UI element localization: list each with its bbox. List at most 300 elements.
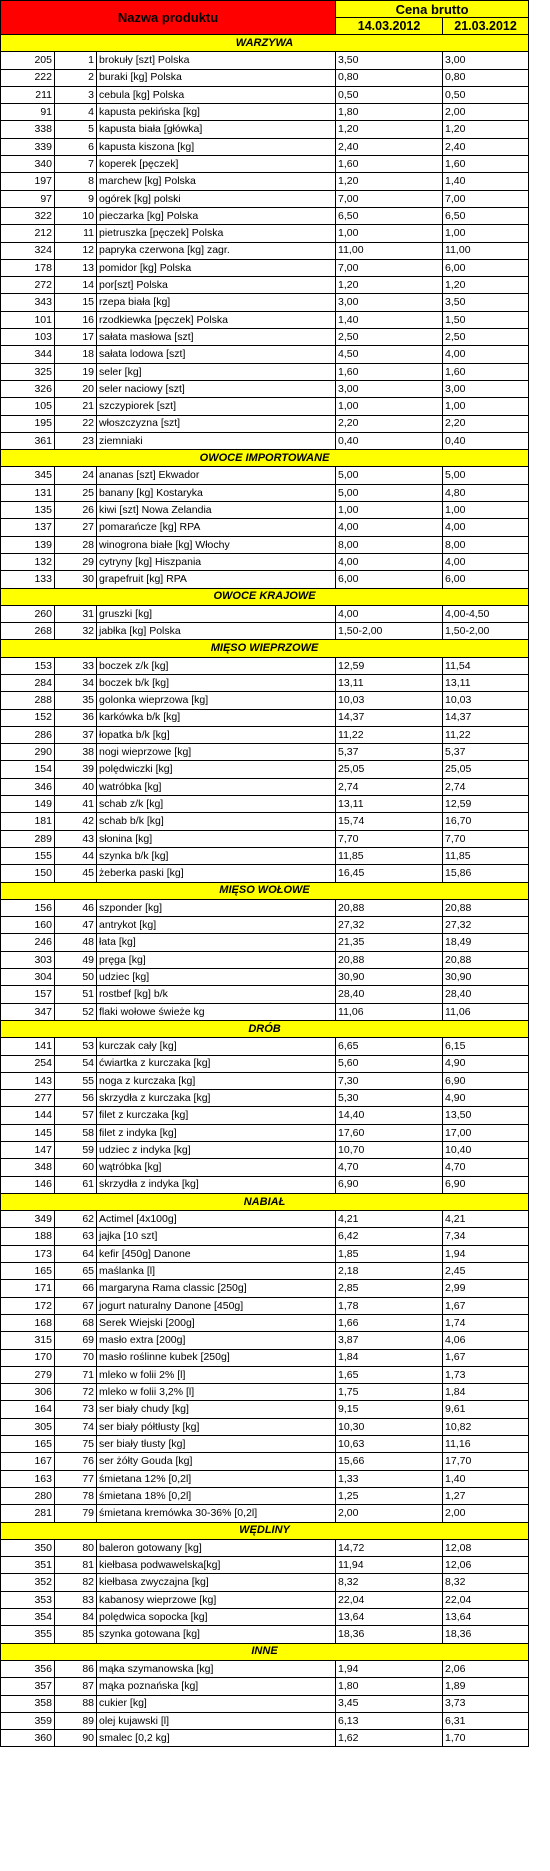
row-number: 23 [55, 432, 97, 449]
product-code: 304 [1, 969, 55, 986]
product-code: 212 [1, 225, 55, 242]
price-date-1: 5,60 [336, 1055, 443, 1072]
category-title: DRÓB [1, 1020, 529, 1037]
price-date-2: 11,06 [443, 1003, 529, 1020]
row-number: 31 [55, 605, 97, 622]
product-name: śmietana 12% [0,2l] [97, 1470, 336, 1487]
product-name: kabanosy wieprzowe [kg] [97, 1591, 336, 1608]
price-date-2: 2,99 [443, 1280, 529, 1297]
price-date-1: 6,13 [336, 1712, 443, 1729]
product-code: 353 [1, 1591, 55, 1608]
price-date-2: 1,67 [443, 1349, 529, 1366]
price-date-2: 28,40 [443, 986, 529, 1003]
product-name: szynka b/k [kg] [97, 847, 336, 864]
product-code: 173 [1, 1245, 55, 1262]
price-date-1: 5,00 [336, 467, 443, 484]
product-name: udziec [kg] [97, 969, 336, 986]
price-date-2: 4,90 [443, 1055, 529, 1072]
product-code: 132 [1, 553, 55, 570]
row-number: 64 [55, 1245, 97, 1262]
price-date-1: 11,06 [336, 1003, 443, 1020]
price-date-2: 17,00 [443, 1124, 529, 1141]
price-date-2: 6,00 [443, 259, 529, 276]
price-date-1: 5,00 [336, 484, 443, 501]
price-date-2: 1,40 [443, 173, 529, 190]
row-number: 18 [55, 346, 97, 363]
product-code: 155 [1, 847, 55, 864]
table-row [1, 121, 529, 138]
price-date-1: 0,40 [336, 432, 443, 449]
table-row [1, 1453, 529, 1470]
row-number: 65 [55, 1263, 97, 1280]
price-date-2: 13,11 [443, 674, 529, 691]
product-name: seler [kg] [97, 363, 336, 380]
price-date-1: 15,74 [336, 813, 443, 830]
table-row [1, 207, 529, 224]
row-number: 22 [55, 415, 97, 432]
product-code: 150 [1, 865, 55, 882]
product-code: 139 [1, 536, 55, 553]
price-date-2: 4,00 [443, 346, 529, 363]
price-date-1: 20,88 [336, 951, 443, 968]
product-name: Actimel [4x100g] [97, 1211, 336, 1228]
product-code: 91 [1, 104, 55, 121]
price-date-1: 6,65 [336, 1038, 443, 1055]
product-name: ser biały tłusty [kg] [97, 1436, 336, 1453]
product-name: ser biały chudy [kg] [97, 1401, 336, 1418]
row-number: 83 [55, 1591, 97, 1608]
row-number: 46 [55, 899, 97, 916]
price-date-2: 2,00 [443, 1505, 529, 1522]
product-name: filet z indyka [kg] [97, 1124, 336, 1141]
date-1-header: 14.03.2012 [336, 18, 443, 35]
table-row [1, 830, 529, 847]
price-date-1: 1,00 [336, 398, 443, 415]
price-date-1: 1,20 [336, 121, 443, 138]
product-name: polędwiczki [kg] [97, 761, 336, 778]
product-code: 346 [1, 778, 55, 795]
product-name: mąka szymanowska [kg] [97, 1660, 336, 1677]
price-date-1: 4,70 [336, 1159, 443, 1176]
product-name: gruszki [kg] [97, 605, 336, 622]
price-date-1: 14,72 [336, 1539, 443, 1556]
row-number: 71 [55, 1366, 97, 1383]
row-number: 25 [55, 484, 97, 501]
row-number: 34 [55, 674, 97, 691]
price-date-1: 1,60 [336, 363, 443, 380]
price-date-2: 1,20 [443, 277, 529, 294]
price-date-2: 1,70 [443, 1730, 529, 1747]
row-number: 62 [55, 1211, 97, 1228]
table-row [1, 519, 529, 536]
product-code: 279 [1, 1366, 55, 1383]
price-date-2: 4,00 [443, 519, 529, 536]
row-number: 50 [55, 969, 97, 986]
row-number: 15 [55, 294, 97, 311]
product-name: mleko w folii 3,2% [l] [97, 1384, 336, 1401]
price-date-2: 1,89 [443, 1678, 529, 1695]
price-date-2: 30,90 [443, 969, 529, 986]
product-header: Nazwa produktu [1, 1, 336, 35]
price-date-1: 2,40 [336, 138, 443, 155]
product-code: 145 [1, 1124, 55, 1141]
table-row [1, 1678, 529, 1695]
product-name: papryka czerwona [kg] zagr. [97, 242, 336, 259]
product-name: rzepa biała [kg] [97, 294, 336, 311]
product-name: winogrona białe [kg] Włochy [97, 536, 336, 553]
row-number: 49 [55, 951, 97, 968]
row-number: 73 [55, 1401, 97, 1418]
price-date-2: 1,94 [443, 1245, 529, 1262]
product-name: szynka gotowana [kg] [97, 1626, 336, 1643]
row-number: 48 [55, 934, 97, 951]
product-name: kiełbasa zwyczajna [kg] [97, 1574, 336, 1591]
product-name: filet z kurczaka [kg] [97, 1107, 336, 1124]
product-code: 188 [1, 1228, 55, 1245]
price-date-2: 25,05 [443, 761, 529, 778]
product-name: cebula [kg] Polska [97, 86, 336, 103]
price-date-2: 1,60 [443, 363, 529, 380]
product-code: 163 [1, 1470, 55, 1487]
row-number: 33 [55, 657, 97, 674]
product-name: mleko w folii 2% [l] [97, 1366, 336, 1383]
row-number: 45 [55, 865, 97, 882]
row-number: 88 [55, 1695, 97, 1712]
price-date-2: 1,40 [443, 1470, 529, 1487]
product-code: 361 [1, 432, 55, 449]
price-date-2: 11,16 [443, 1436, 529, 1453]
category-row [1, 1020, 529, 1037]
table-row [1, 726, 529, 743]
price-date-1: 4,00 [336, 553, 443, 570]
price-date-2: 4,80 [443, 484, 529, 501]
table-row [1, 1176, 529, 1193]
price-date-2: 8,00 [443, 536, 529, 553]
product-code: 254 [1, 1055, 55, 1072]
product-name: golonka wieprzowa [kg] [97, 692, 336, 709]
table-row [1, 1712, 529, 1729]
product-name: flaki wołowe świeże kg [97, 1003, 336, 1020]
table-row [1, 1418, 529, 1435]
price-date-2: 0,80 [443, 69, 529, 86]
product-code: 97 [1, 190, 55, 207]
price-date-1: 1,65 [336, 1366, 443, 1383]
product-code: 357 [1, 1678, 55, 1695]
product-name: antrykot [kg] [97, 917, 336, 934]
product-code: 195 [1, 415, 55, 432]
price-date-1: 1,75 [336, 1384, 443, 1401]
product-code: 131 [1, 484, 55, 501]
product-code: 165 [1, 1436, 55, 1453]
product-code: 133 [1, 571, 55, 588]
row-number: 28 [55, 536, 97, 553]
product-code: 290 [1, 744, 55, 761]
product-name: udziec z indyka [kg] [97, 1142, 336, 1159]
price-date-2: 13,64 [443, 1609, 529, 1626]
price-date-1: 8,00 [336, 536, 443, 553]
row-number: 77 [55, 1470, 97, 1487]
price-date-1: 20,88 [336, 899, 443, 916]
product-code: 147 [1, 1142, 55, 1159]
price-date-2: 12,08 [443, 1539, 529, 1556]
product-name: łopatka b/k [kg] [97, 726, 336, 743]
category-title: OWOCE IMPORTOWANE [1, 450, 529, 467]
table-row [1, 1557, 529, 1574]
row-number: 2 [55, 69, 97, 86]
price-date-1: 6,50 [336, 207, 443, 224]
row-number: 17 [55, 329, 97, 346]
product-name: jajka [10 szt] [97, 1228, 336, 1245]
row-number: 19 [55, 363, 97, 380]
table-row [1, 1072, 529, 1089]
table-row [1, 1730, 529, 1747]
category-row [1, 882, 529, 899]
table-row [1, 1505, 529, 1522]
header-row [1, 1, 529, 18]
price-date-1: 1,78 [336, 1297, 443, 1314]
price-date-2: 1,00 [443, 502, 529, 519]
row-number: 21 [55, 398, 97, 415]
product-code: 135 [1, 502, 55, 519]
product-code: 167 [1, 1453, 55, 1470]
row-number: 81 [55, 1557, 97, 1574]
table-row [1, 1211, 529, 1228]
table-row [1, 623, 529, 640]
table-row [1, 657, 529, 674]
product-code: 303 [1, 951, 55, 968]
row-number: 41 [55, 796, 97, 813]
table-row [1, 1401, 529, 1418]
table-row [1, 1470, 529, 1487]
product-name: boczek b/k [kg] [97, 674, 336, 691]
price-date-2: 14,37 [443, 709, 529, 726]
row-number: 59 [55, 1142, 97, 1159]
product-name: banany [kg] Kostaryka [97, 484, 336, 501]
category-row [1, 450, 529, 467]
product-code: 149 [1, 796, 55, 813]
row-number: 44 [55, 847, 97, 864]
product-code: 181 [1, 813, 55, 830]
product-code: 171 [1, 1280, 55, 1297]
price-date-1: 11,94 [336, 1557, 443, 1574]
price-date-1: 17,60 [336, 1124, 443, 1141]
row-number: 74 [55, 1418, 97, 1435]
price-date-2: 2,06 [443, 1660, 529, 1677]
price-date-2: 5,37 [443, 744, 529, 761]
price-date-2: 18,49 [443, 934, 529, 951]
price-date-2: 5,00 [443, 467, 529, 484]
price-date-1: 7,30 [336, 1072, 443, 1089]
table-row [1, 380, 529, 397]
product-name: pieczarka [kg] Polska [97, 207, 336, 224]
price-date-1: 1,62 [336, 1730, 443, 1747]
product-code: 178 [1, 259, 55, 276]
row-number: 63 [55, 1228, 97, 1245]
category-title: WARZYWA [1, 35, 529, 52]
product-name: margaryna Rama classic [250g] [97, 1280, 336, 1297]
row-number: 16 [55, 311, 97, 328]
product-name: kiwi [szt] Nowa Zelandia [97, 502, 336, 519]
product-code: 315 [1, 1332, 55, 1349]
table-row [1, 502, 529, 519]
product-code: 280 [1, 1487, 55, 1504]
price-date-1: 4,21 [336, 1211, 443, 1228]
table-row [1, 1366, 529, 1383]
product-name: schab b/k [kg] [97, 813, 336, 830]
table-row [1, 1591, 529, 1608]
product-code: 260 [1, 605, 55, 622]
row-number: 11 [55, 225, 97, 242]
category-row [1, 1522, 529, 1539]
product-code: 156 [1, 899, 55, 916]
row-number: 75 [55, 1436, 97, 1453]
row-number: 38 [55, 744, 97, 761]
table-row [1, 69, 529, 86]
product-name: smalec [0,2 kg] [97, 1730, 336, 1747]
product-name: buraki [kg] Polska [97, 69, 336, 86]
product-code: 349 [1, 1211, 55, 1228]
price-date-1: 2,18 [336, 1263, 443, 1280]
price-date-1: 3,00 [336, 380, 443, 397]
table-row [1, 346, 529, 363]
table-row [1, 398, 529, 415]
price-date-1: 15,66 [336, 1453, 443, 1470]
table-row [1, 1332, 529, 1349]
row-number: 26 [55, 502, 97, 519]
price-date-1: 6,00 [336, 571, 443, 588]
price-date-1: 3,87 [336, 1332, 443, 1349]
row-number: 60 [55, 1159, 97, 1176]
product-code: 143 [1, 1072, 55, 1089]
table-row [1, 899, 529, 916]
row-number: 32 [55, 623, 97, 640]
row-number: 5 [55, 121, 97, 138]
product-name: jogurt naturalny Danone [450g] [97, 1297, 336, 1314]
price-date-2: 11,22 [443, 726, 529, 743]
row-number: 39 [55, 761, 97, 778]
price-date-2: 1,73 [443, 1366, 529, 1383]
product-code: 347 [1, 1003, 55, 1020]
product-name: nogi wieprzowe [kg] [97, 744, 336, 761]
price-date-2: 11,54 [443, 657, 529, 674]
row-number: 69 [55, 1332, 97, 1349]
product-name: sałata masłowa [szt] [97, 329, 336, 346]
table-row [1, 1107, 529, 1124]
row-number: 55 [55, 1072, 97, 1089]
row-number: 36 [55, 709, 97, 726]
product-name: kapusta pekińska [kg] [97, 104, 336, 121]
price-date-1: 3,45 [336, 1695, 443, 1712]
table-row [1, 986, 529, 1003]
product-name: śmietana 18% [0,2l] [97, 1487, 336, 1504]
row-number: 53 [55, 1038, 97, 1055]
row-number: 58 [55, 1124, 97, 1141]
product-name: masło roślinne kubek [250g] [97, 1349, 336, 1366]
price-date-2: 2,00 [443, 104, 529, 121]
product-name: kefir [450g] Danone [97, 1245, 336, 1262]
price-date-1: 1,00 [336, 225, 443, 242]
price-date-2: 6,15 [443, 1038, 529, 1055]
product-name: marchew [kg] Polska [97, 173, 336, 190]
category-title: OWOCE KRAJOWE [1, 588, 529, 605]
product-name: mąka poznańska [kg] [97, 1678, 336, 1695]
date-2-header: 21.03.2012 [443, 18, 529, 35]
price-date-2: 0,40 [443, 432, 529, 449]
row-number: 51 [55, 986, 97, 1003]
price-date-2: 1,27 [443, 1487, 529, 1504]
product-name: schab z/k [kg] [97, 796, 336, 813]
table-row [1, 242, 529, 259]
table-row [1, 1280, 529, 1297]
table-row [1, 934, 529, 951]
product-code: 137 [1, 519, 55, 536]
product-code: 268 [1, 623, 55, 640]
price-date-2: 7,70 [443, 830, 529, 847]
product-name: kapusta kiszona [kg] [97, 138, 336, 155]
price-date-1: 4,00 [336, 605, 443, 622]
product-code: 339 [1, 138, 55, 155]
price-date-1: 12,59 [336, 657, 443, 674]
price-date-1: 1,33 [336, 1470, 443, 1487]
price-date-2: 4,00-4,50 [443, 605, 529, 622]
price-date-1: 13,11 [336, 796, 443, 813]
price-date-1: 4,00 [336, 519, 443, 536]
row-number: 24 [55, 467, 97, 484]
product-code: 205 [1, 52, 55, 69]
table-row [1, 294, 529, 311]
table-row [1, 1695, 529, 1712]
category-title: WĘDLINY [1, 1522, 529, 1539]
row-number: 20 [55, 380, 97, 397]
price-date-2: 1,00 [443, 225, 529, 242]
product-name: kiełbasa podwawelska[kg] [97, 1557, 336, 1574]
table-row [1, 605, 529, 622]
price-date-1: 16,45 [336, 865, 443, 882]
price-date-2: 22,04 [443, 1591, 529, 1608]
product-code: 356 [1, 1660, 55, 1677]
product-code: 211 [1, 86, 55, 103]
row-number: 84 [55, 1609, 97, 1626]
product-code: 154 [1, 761, 55, 778]
price-date-1: 10,03 [336, 692, 443, 709]
product-name: noga z kurczaka [kg] [97, 1072, 336, 1089]
product-name: pomarańcze [kg] RPA [97, 519, 336, 536]
price-date-2: 16,70 [443, 813, 529, 830]
product-name: karkówka b/k [kg] [97, 709, 336, 726]
product-name: brokuły [szt] Polska [97, 52, 336, 69]
row-number: 61 [55, 1176, 97, 1193]
row-number: 70 [55, 1349, 97, 1366]
row-number: 85 [55, 1626, 97, 1643]
table-row [1, 1124, 529, 1141]
product-name: śmietana kremówka 30-36% [0,2l] [97, 1505, 336, 1522]
price-date-1: 9,15 [336, 1401, 443, 1418]
row-number: 40 [55, 778, 97, 795]
table-row [1, 796, 529, 813]
table-row [1, 536, 529, 553]
row-number: 54 [55, 1055, 97, 1072]
price-date-2: 6,00 [443, 571, 529, 588]
price-date-2: 7,34 [443, 1228, 529, 1245]
price-date-1: 3,50 [336, 52, 443, 69]
price-date-2: 2,50 [443, 329, 529, 346]
product-name: kapusta biała [główka] [97, 121, 336, 138]
table-row [1, 484, 529, 501]
row-number: 82 [55, 1574, 97, 1591]
product-code: 272 [1, 277, 55, 294]
product-name: łata [kg] [97, 934, 336, 951]
product-code: 146 [1, 1176, 55, 1193]
